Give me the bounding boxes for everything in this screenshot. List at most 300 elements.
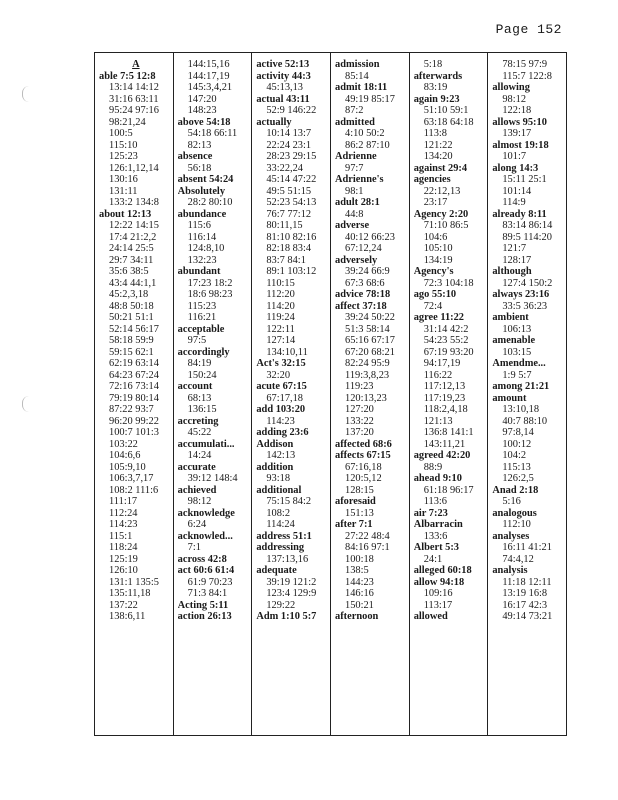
index-page-reference: 82:24 95:9 bbox=[345, 358, 390, 369]
index-page-reference: 133:6 bbox=[423, 530, 448, 542]
index-term: acceptable bbox=[177, 323, 225, 335]
index-term: absent 54:24 bbox=[177, 174, 234, 185]
index-page-reference: 125:23 bbox=[109, 151, 138, 162]
index-page-reference: 105:10 bbox=[423, 243, 453, 254]
index-term: Agency's bbox=[413, 266, 454, 277]
index-page-reference: 125:19 bbox=[109, 553, 138, 565]
index-term: act 60:6 61:4 bbox=[177, 565, 235, 576]
index-page-reference: 94:17,19 bbox=[423, 358, 461, 369]
index-page-reference: 18:6 98:23 bbox=[187, 289, 233, 300]
index-page-reference: 6:24 bbox=[187, 519, 207, 530]
index-column bbox=[331, 53, 410, 735]
index-page-reference: 10:14 13:7 bbox=[266, 128, 312, 139]
index-page-reference: 134:19 bbox=[423, 254, 453, 266]
index-term: alleged 60:18 bbox=[413, 565, 472, 576]
index-term: Absolutely bbox=[177, 185, 226, 197]
index-page-reference: 5:18 bbox=[423, 59, 443, 70]
index-page-reference: 31:14 42:2 bbox=[423, 323, 469, 335]
index-page-reference: 93:18 bbox=[266, 473, 291, 484]
index-column bbox=[174, 53, 253, 735]
index-page-reference: 112:24 bbox=[109, 507, 138, 519]
binder-hole-mark bbox=[22, 396, 29, 412]
index-page-reference: 45:2,3,18 bbox=[109, 289, 149, 300]
index-page-reference: 75:15 84:2 bbox=[266, 496, 312, 507]
index-term: Adrienne bbox=[335, 151, 377, 162]
index-term: addressing bbox=[256, 542, 305, 553]
index-page-reference: 144:17,19 bbox=[187, 70, 230, 82]
index-term: across 42:8 bbox=[177, 553, 227, 565]
index-page-reference: 61:9 70:23 bbox=[187, 576, 233, 588]
index-page-reference: 131:1 135:5 bbox=[109, 576, 159, 588]
index-page-reference: 115:6 bbox=[187, 220, 211, 231]
index-page-reference: 87:2 bbox=[345, 105, 364, 116]
index-page-reference: 97:5 bbox=[187, 335, 207, 346]
index-page-reference: 150:24 bbox=[187, 369, 217, 381]
index-page-reference: 44:8 bbox=[345, 208, 364, 220]
index-term: activity 44:3 bbox=[256, 70, 311, 82]
index-page-reference: 118:2,4,18 bbox=[423, 404, 468, 415]
index-page-reference: 137:20 bbox=[345, 427, 374, 438]
index-page-reference: 89:1 103:12 bbox=[266, 266, 317, 277]
index-term: additional bbox=[256, 484, 302, 496]
index-term: actually bbox=[256, 116, 292, 128]
index-page-reference: 142:13 bbox=[266, 450, 296, 461]
index-column bbox=[488, 53, 566, 735]
index-page-reference: 98:12 bbox=[187, 496, 212, 507]
index-term: allowed bbox=[413, 611, 448, 622]
index-page-reference: 139:17 bbox=[502, 128, 532, 139]
index-page-reference: 67:20 68:21 bbox=[345, 346, 395, 358]
index-term: analysis bbox=[492, 565, 528, 576]
index-page-reference: 83:7 84:1 bbox=[266, 254, 306, 266]
index-page-reference: 22:24 23:1 bbox=[266, 139, 312, 151]
index-term: abundant bbox=[177, 266, 221, 277]
index-page-reference: 7:1 bbox=[187, 542, 201, 553]
index-page-reference: 119:3,8,23 bbox=[345, 369, 390, 381]
index-page-reference: 113:17 bbox=[423, 599, 453, 611]
index-page-reference: 12:22 14:15 bbox=[109, 220, 159, 231]
index-page-reference: 87:22 93:7 bbox=[109, 404, 154, 415]
index-page-reference: 122:18 bbox=[502, 105, 532, 116]
index-page-reference: 144:15,16 bbox=[187, 59, 230, 70]
index-page-reference: 127:14 bbox=[266, 335, 296, 346]
index-term: add 103:20 bbox=[256, 404, 306, 415]
index-page-reference: 86:2 87:10 bbox=[345, 139, 390, 151]
index-term: affect 37:18 bbox=[335, 300, 387, 312]
index-page-reference: 54:23 55:2 bbox=[423, 335, 469, 346]
index-page-reference: 116:22 bbox=[423, 369, 453, 381]
index-page-reference: 104:6 bbox=[423, 231, 448, 243]
index-term: Addison bbox=[256, 438, 294, 450]
index-term: admission bbox=[335, 59, 380, 70]
index-page-reference: 126:2,5 bbox=[502, 473, 534, 484]
index-page-reference: 84:19 bbox=[187, 358, 212, 369]
index-page-reference: 115:10 bbox=[109, 139, 138, 151]
index-term: already 8:11 bbox=[492, 208, 547, 220]
index-page-reference: 74:4,12 bbox=[502, 553, 534, 565]
index-page-reference: 4:10 50:2 bbox=[345, 128, 385, 139]
index-term: accreting bbox=[177, 415, 219, 427]
index-term: Adm 1:10 5:7 bbox=[256, 611, 317, 622]
index-page-reference: 39:19 121:2 bbox=[266, 576, 317, 588]
index-page-reference: 43:4 44:1,1 bbox=[109, 277, 157, 289]
index-page-reference: 130:16 bbox=[109, 174, 138, 185]
index-page-reference: 22:12,13 bbox=[423, 185, 461, 197]
index-page-reference: 134:10,11 bbox=[266, 346, 308, 358]
index-term: achieved bbox=[177, 484, 217, 496]
index-page-reference: 147:20 bbox=[187, 93, 217, 105]
index-column bbox=[95, 53, 174, 735]
index-page-reference: 113:8 bbox=[423, 128, 447, 139]
index-page-reference: 82:13 bbox=[187, 139, 212, 151]
index-page-reference: 58:18 59:9 bbox=[109, 335, 154, 346]
index-page-reference: 45:14 47:22 bbox=[266, 174, 317, 185]
index-page-reference: 68:13 bbox=[187, 392, 212, 404]
index-page-reference: 28:2 80:10 bbox=[187, 197, 233, 208]
index-term: advice 78:18 bbox=[335, 289, 391, 300]
index-term: affected 68:6 bbox=[335, 438, 392, 450]
index-page-reference: 45:22 bbox=[187, 427, 212, 438]
index-page-reference: 120:5,12 bbox=[345, 473, 382, 484]
index-page-reference: 49:5 51:15 bbox=[266, 185, 312, 197]
index-term: absence bbox=[177, 151, 213, 162]
index-letter-heading: A bbox=[132, 59, 140, 70]
index-page-reference: 72:3 104:18 bbox=[423, 277, 474, 289]
index-term: addition bbox=[256, 461, 294, 473]
index-page-reference: 116:21 bbox=[187, 312, 217, 323]
index-term: action 26:13 bbox=[177, 611, 232, 622]
index-page-reference: 123:4 129:9 bbox=[266, 588, 317, 599]
index-page-reference: 83:19 bbox=[423, 82, 448, 93]
index-term: ago 55:10 bbox=[413, 289, 457, 300]
index-page-reference: 39:12 148:4 bbox=[187, 473, 238, 484]
index-page-reference: 51:10 59:1 bbox=[423, 105, 469, 116]
index-page-reference: 136:8 141:1 bbox=[423, 427, 474, 438]
index-page-reference: 29:7 34:11 bbox=[109, 254, 154, 266]
index-term: abundance bbox=[177, 208, 227, 220]
index-term: afterwards bbox=[413, 70, 463, 82]
index-term: allowing bbox=[492, 82, 530, 93]
index-page-reference: 27:22 48:4 bbox=[345, 530, 390, 542]
index-term: acknowled... bbox=[177, 530, 233, 542]
index-page-reference: 85:14 bbox=[345, 70, 369, 82]
index-page-reference: 137:13,16 bbox=[266, 553, 309, 565]
index-page-reference: 134:20 bbox=[423, 151, 453, 162]
index-page-reference: 131:11 bbox=[109, 185, 138, 197]
index-term: above 54:18 bbox=[177, 116, 231, 128]
index-page-reference: 39:24 50:22 bbox=[345, 312, 395, 323]
index-page-reference: 80:11,15 bbox=[266, 220, 303, 231]
index-page-reference: 132:23 bbox=[187, 254, 217, 266]
index-page-reference: 71:3 84:1 bbox=[187, 588, 228, 599]
index-page-reference: 24:14 25:5 bbox=[109, 243, 154, 254]
index-column bbox=[410, 53, 489, 735]
index-page-reference: 62:19 63:14 bbox=[109, 358, 159, 369]
index-term: although bbox=[492, 266, 532, 277]
index-term: adequate bbox=[256, 565, 297, 576]
index-page-reference: 33:22,24 bbox=[266, 162, 304, 174]
word-index-table bbox=[94, 52, 567, 736]
index-page-reference: 150:21 bbox=[345, 599, 374, 611]
index-page-reference: 51:3 58:14 bbox=[345, 323, 390, 335]
index-page-reference: 105:9,10 bbox=[109, 461, 146, 473]
index-page-reference: 16:11 41:21 bbox=[502, 542, 552, 553]
index-page-reference: 71:10 86:5 bbox=[423, 220, 469, 231]
index-page-reference: 133:22 bbox=[345, 415, 374, 427]
index-page-reference: 122:11 bbox=[266, 323, 295, 335]
index-page-reference: 1:9 5:7 bbox=[502, 369, 532, 381]
index-page-reference: 13:19 16:8 bbox=[502, 588, 548, 599]
index-page-reference: 124:8,10 bbox=[187, 243, 225, 254]
index-term: agreed 42:20 bbox=[413, 450, 471, 461]
index-page-reference: 114:9 bbox=[502, 197, 526, 208]
index-page-reference: 128:15 bbox=[345, 484, 374, 496]
index-page-reference: 121:7 bbox=[502, 243, 527, 254]
index-term: against 29:4 bbox=[413, 162, 468, 174]
index-page-reference: 138:5 bbox=[345, 565, 369, 576]
index-page-reference: 39:24 66:9 bbox=[345, 266, 390, 277]
index-page-reference: 143:11,21 bbox=[423, 438, 466, 450]
index-page-reference: 67:19 93:20 bbox=[423, 346, 474, 358]
index-page-reference: 100:7 101:3 bbox=[109, 427, 159, 438]
index-page-reference: 98:21,24 bbox=[109, 116, 146, 128]
index-page-reference: 83:14 86:14 bbox=[502, 220, 553, 231]
index-term: almost 19:18 bbox=[492, 139, 549, 151]
index-term: accordingly bbox=[177, 346, 230, 358]
index-page-reference: 76:7 77:12 bbox=[266, 208, 312, 220]
index-term: along 14:3 bbox=[492, 162, 539, 174]
index-page-reference: 136:15 bbox=[187, 404, 217, 415]
index-term: about 12:13 bbox=[99, 208, 152, 220]
index-page-reference: 145:3,4,21 bbox=[187, 82, 233, 93]
index-term: adult 28:1 bbox=[335, 197, 380, 208]
index-page-reference: 114:20 bbox=[266, 300, 295, 312]
index-term: account bbox=[177, 381, 213, 392]
index-term: Amendme... bbox=[492, 358, 546, 369]
index-term: actual 43:11 bbox=[256, 93, 310, 105]
index-page-reference: 54:18 66:11 bbox=[187, 128, 238, 139]
index-page-reference: 16:17 42:3 bbox=[502, 599, 548, 611]
index-page-reference: 67:17,18 bbox=[266, 392, 304, 404]
index-term: allows 95:10 bbox=[492, 116, 547, 128]
index-page-reference: 126:10 bbox=[109, 565, 138, 576]
index-page-reference: 28:23 29:15 bbox=[266, 151, 317, 162]
index-term: analogous bbox=[492, 507, 537, 519]
index-page-reference: 97:8,14 bbox=[502, 427, 534, 438]
index-term: adding 23:6 bbox=[256, 427, 309, 438]
index-page-reference: 63:18 64:18 bbox=[423, 116, 474, 128]
index-page-reference: 31:16 63:11 bbox=[109, 93, 159, 105]
index-page-reference: 115:1 bbox=[109, 530, 133, 542]
index-term: after 7:1 bbox=[335, 519, 373, 530]
index-term: allow 94:18 bbox=[413, 576, 465, 588]
index-page-reference: 13:10,18 bbox=[502, 404, 540, 415]
index-page-reference: 127:20 bbox=[345, 404, 374, 415]
index-page-reference: 96:20 99:22 bbox=[109, 415, 159, 427]
index-page-reference: 52:23 54:13 bbox=[266, 197, 317, 208]
index-page-reference: 119:24 bbox=[266, 312, 295, 323]
index-page-reference: 11:18 12:11 bbox=[502, 576, 552, 588]
index-term: accurate bbox=[177, 461, 216, 473]
index-term: ahead 9:10 bbox=[413, 473, 462, 484]
index-column bbox=[252, 53, 331, 735]
index-page-reference: 103:15 bbox=[502, 346, 532, 358]
index-page-reference: 114:23 bbox=[266, 415, 295, 427]
index-page-reference: 129:22 bbox=[266, 599, 296, 611]
index-term: adverse bbox=[335, 220, 370, 231]
index-page-reference: 15:11 25:1 bbox=[502, 174, 547, 185]
index-page-reference: 13:14 14:12 bbox=[109, 82, 159, 93]
index-page-reference: 35:6 38:5 bbox=[109, 266, 149, 277]
index-page-reference: 106:3,7,17 bbox=[109, 473, 154, 484]
index-page-reference: 33:5 36:23 bbox=[502, 300, 548, 312]
index-page-reference: 49:19 85:17 bbox=[345, 93, 395, 105]
index-page-reference: 97:7 bbox=[345, 162, 364, 174]
index-term: amount bbox=[492, 392, 527, 404]
index-page-reference: 151:13 bbox=[345, 507, 374, 519]
index-page-reference: 137:22 bbox=[109, 599, 138, 611]
index-page-reference: 88:9 bbox=[423, 461, 443, 473]
index-page-reference: 81:10 82:16 bbox=[266, 231, 317, 243]
index-page-reference: 17:4 21:2,2 bbox=[109, 231, 157, 243]
index-page-reference: 79:19 80:14 bbox=[109, 392, 159, 404]
binder-hole-mark bbox=[22, 86, 29, 102]
index-term: always 23:16 bbox=[492, 289, 550, 300]
index-term: admit 18:11 bbox=[335, 82, 388, 93]
index-page-reference: 101:14 bbox=[502, 185, 532, 197]
index-page-reference: 67:16,18 bbox=[345, 461, 382, 473]
index-page-reference: 121:13 bbox=[423, 415, 453, 427]
index-page-reference: 118:24 bbox=[109, 542, 138, 553]
index-page-reference: 56:18 bbox=[187, 162, 212, 174]
index-page-reference: 64:23 67:24 bbox=[109, 369, 159, 381]
index-term: Adrienne's bbox=[335, 174, 384, 185]
index-term: air 7:23 bbox=[413, 507, 448, 519]
index-page-reference: 128:17 bbox=[502, 254, 532, 266]
index-page-reference: 113:6 bbox=[423, 496, 447, 507]
index-term: agencies bbox=[413, 174, 451, 185]
index-page-reference: 50:21 51:1 bbox=[109, 312, 154, 323]
index-term: address 51:1 bbox=[256, 530, 312, 542]
index-page-reference: 103:22 bbox=[109, 438, 138, 450]
index-page-reference: 24:1 bbox=[423, 553, 443, 565]
index-page-reference: 108:2 bbox=[266, 507, 291, 519]
index-page-reference: 48:8 50:18 bbox=[109, 300, 154, 312]
index-page-reference: 115:13 bbox=[502, 461, 531, 473]
index-page-reference: 144:23 bbox=[345, 576, 374, 588]
index-page-reference: 17:23 18:2 bbox=[187, 277, 233, 289]
index-page-reference: 100:18 bbox=[345, 553, 374, 565]
index-page-reference: 117:12,13 bbox=[423, 381, 466, 392]
index-page-reference: 100:12 bbox=[502, 438, 532, 450]
index-term: Albert 5:3 bbox=[413, 542, 459, 553]
index-page-reference: 127:4 150:2 bbox=[502, 277, 553, 289]
index-term: Anad 2:18 bbox=[492, 484, 539, 496]
index-term: adversely bbox=[335, 254, 378, 266]
index-page-reference: 49:14 73:21 bbox=[502, 611, 553, 622]
index-page-reference: 45:13,13 bbox=[266, 82, 304, 93]
index-page-reference: 40:7 88:10 bbox=[502, 415, 548, 427]
index-page-reference: 67:12,24 bbox=[345, 243, 382, 254]
index-page-reference: 126:1,12,14 bbox=[109, 162, 159, 174]
index-term: among 21:21 bbox=[492, 381, 550, 392]
index-page-reference: 106:13 bbox=[502, 323, 532, 335]
index-page-reference: 104:6,6 bbox=[109, 450, 141, 461]
index-term: admitted bbox=[335, 116, 375, 128]
index-term: acute 67:15 bbox=[256, 381, 307, 392]
index-term: Act's 32:15 bbox=[256, 358, 306, 369]
index-page-reference: 5:16 bbox=[502, 496, 521, 507]
index-page-reference: 114:23 bbox=[109, 519, 138, 530]
index-term: ambient bbox=[492, 312, 529, 323]
index-page-reference: 52:9 146:22 bbox=[266, 105, 317, 116]
index-page-reference: 82:18 83:4 bbox=[266, 243, 312, 254]
index-page-reference: 112:10 bbox=[502, 519, 531, 530]
index-page-reference: 72:4 bbox=[423, 300, 443, 312]
page-number: Page 152 bbox=[495, 22, 562, 37]
index-page-reference: 133:2 134:8 bbox=[109, 197, 159, 208]
index-page-reference: 67:3 68:6 bbox=[345, 277, 385, 289]
index-page-reference: 119:23 bbox=[345, 381, 374, 392]
index-page-reference: 78:15 97:9 bbox=[502, 59, 548, 70]
index-page-reference: 120:13,23 bbox=[345, 392, 387, 404]
index-page-reference: 117:19,23 bbox=[423, 392, 466, 404]
index-term: Acting 5:11 bbox=[177, 599, 229, 611]
index-page-reference: 112:20 bbox=[266, 289, 295, 300]
index-page-reference: 135:11,18 bbox=[109, 588, 151, 599]
index-term: acknowledge bbox=[177, 507, 235, 519]
index-page-reference: 101:7 bbox=[502, 151, 527, 162]
index-page-reference: 84:16 97:1 bbox=[345, 542, 390, 553]
index-page-reference: 110:15 bbox=[266, 277, 295, 289]
index-page-reference: 61:18 96:17 bbox=[423, 484, 474, 496]
index-term: amenable bbox=[492, 335, 536, 346]
index-page-reference: 98:12 bbox=[502, 93, 527, 105]
index-page-reference: 23:17 bbox=[423, 197, 448, 208]
index-page-reference: 89:5 114:20 bbox=[502, 231, 552, 243]
index-term: afternoon bbox=[335, 611, 379, 622]
index-page-reference: 115:7 122:8 bbox=[502, 70, 552, 82]
index-page-reference: 111:17 bbox=[109, 496, 138, 507]
index-term: affects 67:15 bbox=[335, 450, 391, 461]
index-term: active 52:13 bbox=[256, 59, 310, 70]
index-term: analyses bbox=[492, 530, 530, 542]
index-page-reference: 114:24 bbox=[266, 519, 295, 530]
index-term: accumulati... bbox=[177, 438, 235, 450]
index-page-reference: 40:12 66:23 bbox=[345, 231, 395, 243]
index-term: Albarracin bbox=[413, 519, 463, 530]
index-page-reference: 115:23 bbox=[187, 300, 217, 312]
index-page-reference: 72:16 73:14 bbox=[109, 381, 159, 392]
index-term: agree 11:22 bbox=[413, 312, 464, 323]
index-page-reference: 108:2 111:6 bbox=[109, 484, 159, 496]
index-page-reference: 148:23 bbox=[187, 105, 217, 116]
index-page-reference: 104:2 bbox=[502, 450, 527, 461]
index-page-reference: 98:1 bbox=[345, 185, 364, 197]
index-page-reference: 100:5 bbox=[109, 128, 133, 139]
index-page-reference: 65:16 67:17 bbox=[345, 335, 395, 346]
index-term: able 7:5 12:8 bbox=[99, 70, 156, 82]
index-page-reference: 95:24 97:16 bbox=[109, 105, 159, 116]
index-term: aforesaid bbox=[335, 496, 376, 507]
index-page-reference: 52:14 56:17 bbox=[109, 323, 159, 335]
index-page-reference: 14:24 bbox=[187, 450, 212, 461]
index-page-reference: 116:14 bbox=[187, 231, 217, 243]
index-term: Agency 2:20 bbox=[413, 208, 469, 220]
index-page-reference: 146:16 bbox=[345, 588, 374, 599]
index-page-reference: 121:22 bbox=[423, 139, 453, 151]
index-page-reference: 59:15 62:1 bbox=[109, 346, 154, 358]
